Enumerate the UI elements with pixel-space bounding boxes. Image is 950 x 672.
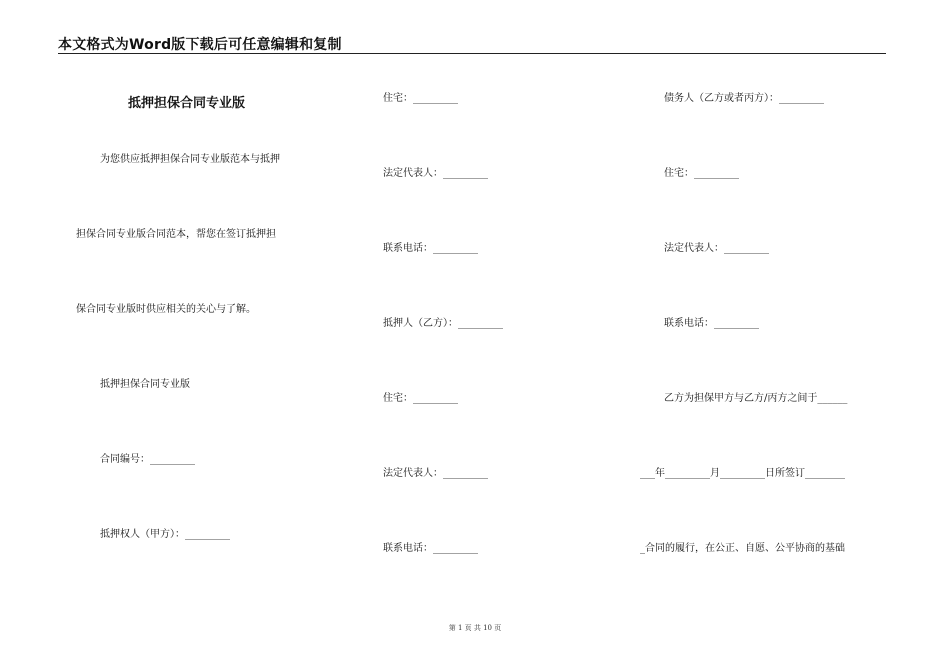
- party-a-legal-rep: 法定代表人：_________: [383, 168, 488, 179]
- intro-line-2: 担保合同专业版合同范本，帮您在签订抵押担: [76, 229, 276, 240]
- clause-line-2: ___年_________月_________日所签订________: [640, 468, 845, 479]
- mortgagee-party-a: 抵押权人（甲方）：_________: [100, 529, 230, 540]
- page-number: 第 1 页 共 10 页: [448, 624, 502, 632]
- debtor-address: 住宅：_________: [664, 168, 739, 179]
- party-b-phone: 联系电话：_________: [383, 543, 478, 554]
- header-text: 本文格式为Word版下载后可任意编辑和复制: [58, 37, 342, 53]
- debtor: 债务人（乙方或者丙方）：_________: [664, 93, 824, 104]
- debtor-legal-rep: 法定代表人：_________: [664, 243, 769, 254]
- mortgagor-party-b: 抵押人（乙方）：_________: [383, 318, 503, 329]
- clause-line-3: _合同的履行，在公正、自愿、公平协商的基础: [640, 543, 845, 554]
- party-b-address: 住宅：_________: [383, 393, 458, 404]
- party-a-phone: 联系电话：_________: [383, 243, 478, 254]
- contract-name: 抵押担保合同专业版: [100, 379, 190, 390]
- contract-number: 合同编号：_________: [100, 454, 195, 465]
- party-a-address: 住宅：_________: [383, 93, 458, 104]
- party-b-legal-rep: 法定代表人：_________: [383, 468, 488, 479]
- intro-line-3: 保合同专业版时供应相关的关心与了解。: [76, 304, 256, 315]
- document-title: 抵押担保合同专业版: [128, 96, 246, 111]
- intro-line-1: 为您供应抵押担保合同专业版范本与抵押: [100, 154, 280, 165]
- clause-line-1: 乙方为担保甲方与乙方/丙方之间于______: [664, 393, 848, 404]
- debtor-phone: 联系电话：_________: [664, 318, 759, 329]
- page-header: [58, 34, 886, 54]
